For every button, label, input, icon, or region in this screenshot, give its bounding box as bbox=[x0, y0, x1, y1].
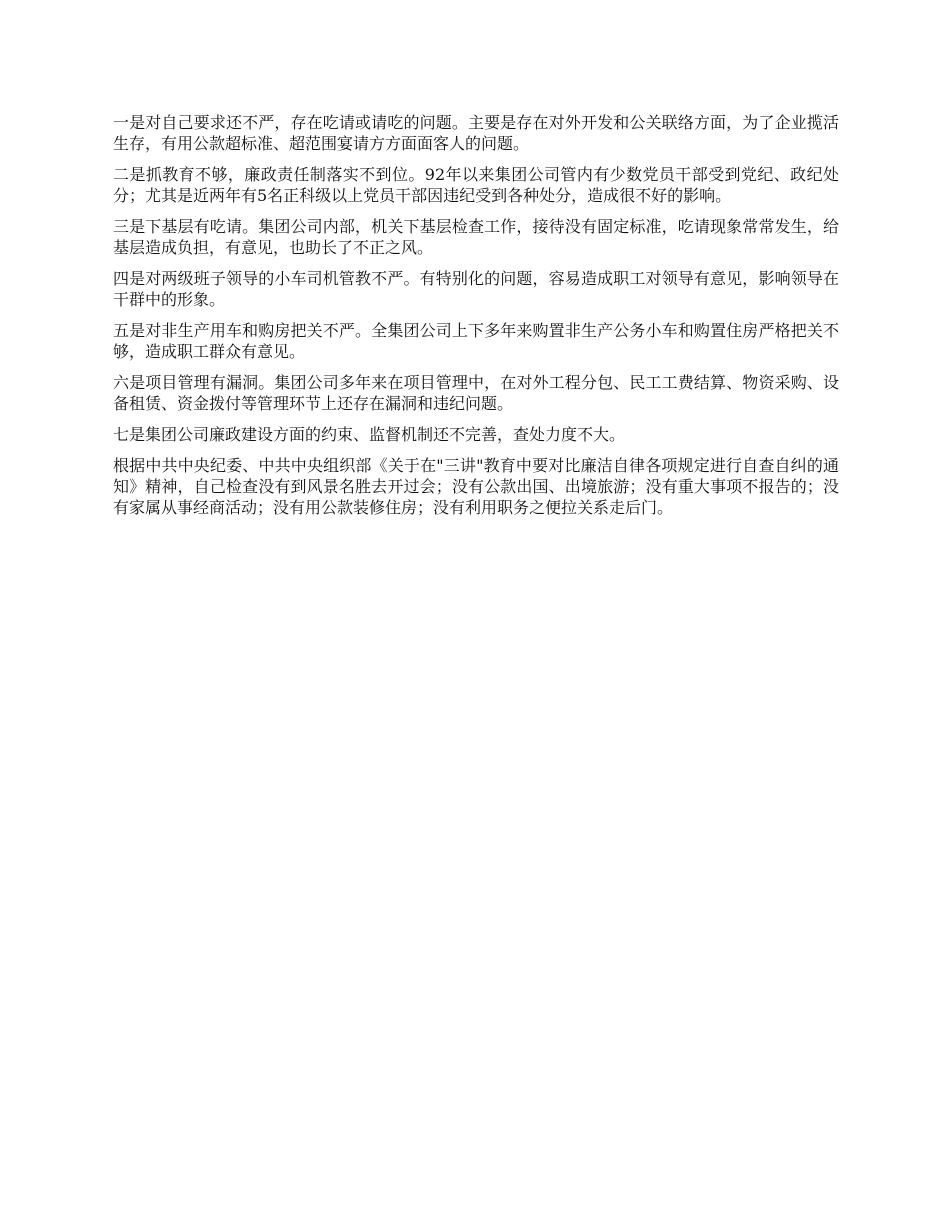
paragraph-3: 三是下基层有吃请。集团公司内部，机关下基层检查工作，接待没有固定标准，吃请现象常常发生，给基层造成负担，有意见，也助长了不正之风。 bbox=[113, 217, 839, 257]
paragraph-8: 根据中共中央纪委、中共中央组织部《关于在"三讲"教育中要对比廉洁自律各项规定进行自查自纠的通知》精神，自己检查没有到风景名胜去开过会；没有公款出国、出境旅游；没有重大事项不报告的；没有家属从事经商活动；没有用公款装修住房；没有利用职务之便拉关系走后门。 bbox=[113, 456, 839, 517]
document-page bbox=[113, 112, 839, 528]
paragraph-2: 二是抓教育不够，廉政责任制落实不到位。92年以来集团公司管内有少数党员干部受到党纪、政纪处分；尤其是近两年有5名正科级以上党员干部因违纪受到各种处分，造成很不好的影响。 bbox=[113, 165, 839, 205]
paragraph-1: 一是对自己要求还不严，存在吃请或请吃的问题。主要是存在对外开发和公关联络方面，为了企业揽活生存，有用公款超标准、超范围宴请方方面面客人的问题。 bbox=[113, 113, 839, 153]
paragraph-6: 六是项目管理有漏洞。集团公司多年来在项目管理中，在对外工程分包、民工工费结算、物资采购、设备租赁、资金拨付等管理环节上还存在漏洞和违纪问题。 bbox=[113, 373, 839, 413]
paragraph-7: 七是集团公司廉政建设方面的约束、监督机制还不完善，查处力度不大。 bbox=[113, 425, 626, 444]
paragraph-4: 四是对两级班子领导的小车司机管教不严。有特别化的问题，容易造成职工对领导有意见，影响领导在干群中的形象。 bbox=[113, 269, 839, 309]
paragraph-5: 五是对非生产用车和购房把关不严。全集团公司上下多年来购置非生产公务小车和购置住房严格把关不够，造成职工群众有意见。 bbox=[113, 321, 839, 361]
